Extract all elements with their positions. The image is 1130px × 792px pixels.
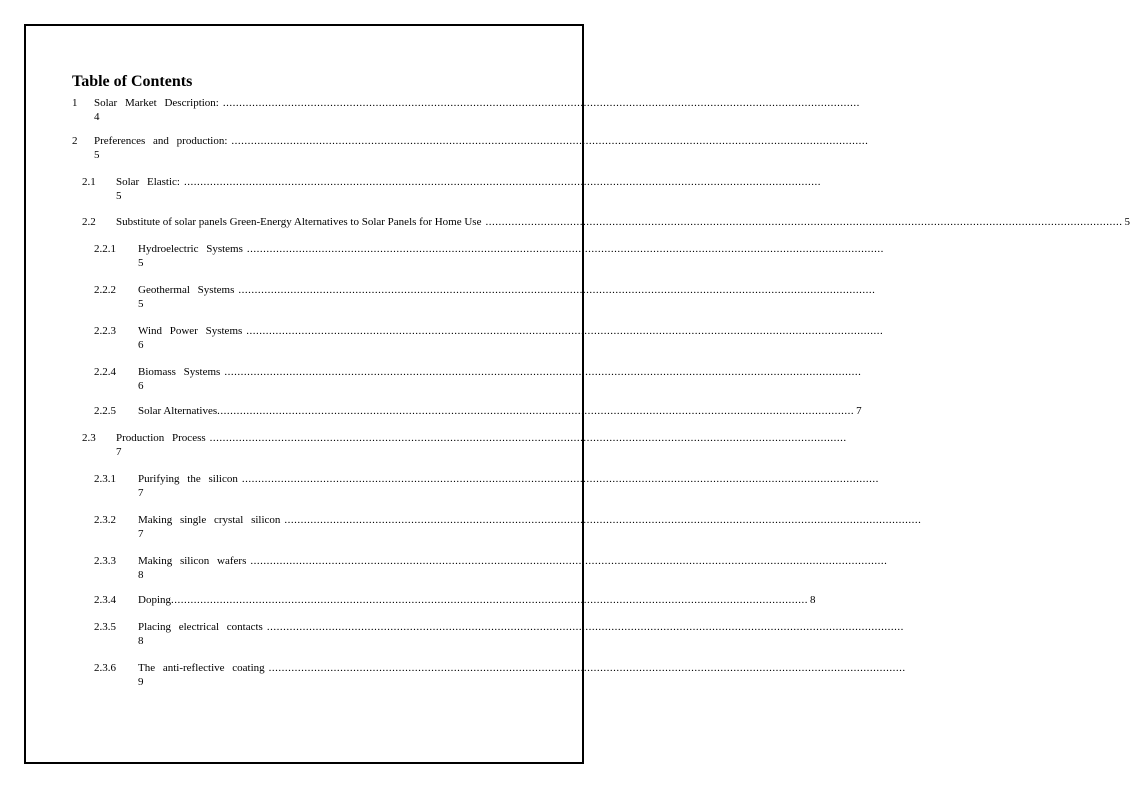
toc-leader-dots: .................................................................................................................................................................................................... [241,473,879,485]
toc-entry-page: 6 [138,380,144,392]
toc-leader-dots: .................................................................................................................................................................................................... [246,243,884,255]
toc-entry-number: 2 [72,135,78,147]
toc-entry[interactable] [94,593,816,607]
toc-entry[interactable] [94,472,879,500]
toc-leader-dots: .................................................................................................................................................................................................... [183,176,821,188]
toc-entry-number: 2.2.1 [94,243,116,255]
toc-entry[interactable] [94,661,906,689]
toc-entry-number: 2.2.3 [94,325,116,337]
toc-entry-number: 2.2 [82,216,96,228]
toc-leader-dots: .................................................................................................................................................................................................... [217,405,855,417]
toc-entry-page: 8 [810,594,816,606]
toc-entry-title: Solar Market Description: [94,97,219,109]
toc-entry-page: 7 [116,446,122,458]
toc-entry[interactable] [94,283,876,311]
toc-entry-title: Solar Alternatives [138,405,218,417]
toc-leader-dots: .................................................................................................................................................................................................... [238,284,876,296]
toc-entry-title: Preferences and production: [94,135,228,147]
toc-entry[interactable] [82,175,821,203]
toc-leader-dots: .................................................................................................................................................................................................... [268,662,906,674]
toc-entry-page: 6 [138,339,144,351]
toc-entry[interactable] [72,134,869,162]
toc-entry-page: 7 [856,405,862,417]
toc-entry-page: 7 [138,528,144,540]
toc-entry[interactable] [82,215,1130,229]
toc-entry[interactable] [72,96,860,124]
toc-entry-page: 5 [138,298,144,310]
toc-leader-dots: .................................................................................................................................................................................................... [231,135,869,147]
toc-entry-title: Wind Power Systems [138,325,243,337]
toc-entry-page: 9 [138,676,144,688]
toc-entry[interactable] [94,554,888,582]
toc-entry-title: Making silicon wafers [138,555,247,567]
toc-entry-number: 2.3.2 [94,514,116,526]
toc-entry-number: 2.3 [82,432,96,444]
toc-leader-dots: .................................................................................................................................................................................................... [485,216,1123,228]
toc-entry-title: Production Process [116,432,206,444]
toc-entry-title: Geothermal Systems [138,284,235,296]
toc-entry-page: 5 [138,257,144,269]
toc-entry[interactable] [94,324,884,352]
toc-entry-page: 5 [94,149,100,161]
toc-leader-dots: .................................................................................................................................................................................................... [266,621,904,633]
toc-leader-dots: .................................................................................................................................................................................................... [222,97,860,109]
toc-entry-page: 5 [116,190,122,202]
toc-entry-page: 8 [138,635,144,647]
toc-entry-page: 4 [94,111,100,123]
toc-entry-number: 2.3.3 [94,555,116,567]
toc-entry[interactable] [94,513,922,541]
toc-leader-dots: .................................................................................................................................................................................................... [224,366,862,378]
toc-entry-number: 2.3.1 [94,473,116,485]
toc-entry[interactable] [94,242,884,270]
toc-entry-number: 2.3.6 [94,662,116,674]
toc-entry[interactable] [82,431,847,459]
toc-entry-number: 2.3.5 [94,621,116,633]
toc-leader-dots: .................................................................................................................................................................................................... [250,555,888,567]
toc-entry-title: The anti-reflective coating [138,662,265,674]
toc-entry-title: Substitute of solar panels Green-Energy Alternatives to Solar Panels for Home Use [116,216,482,228]
toc-entry-title: Placing electrical contacts [138,621,263,633]
toc-entry-number: 1 [72,97,78,109]
toc-entry-title: Purifying the silicon [138,473,238,485]
toc-entry[interactable] [94,404,862,418]
toc-heading: Table of Contents [72,73,193,90]
toc-entry-title: Making single crystal silicon [138,514,281,526]
toc-entry[interactable] [94,365,862,393]
toc-entry-page: 7 [138,487,144,499]
toc-entry-title: Solar Elastic: [116,176,180,188]
toc-entry-page: 8 [138,569,144,581]
toc-leader-dots: .................................................................................................................................................................................................... [209,432,847,444]
toc-entry-title: Hydroelectric Systems [138,243,243,255]
toc-entry-title: Biomass Systems [138,366,221,378]
toc-entry[interactable] [94,620,904,648]
toc-entry-number: 2.2.4 [94,366,116,378]
toc-leader-dots: .................................................................................................................................................................................................... [246,325,884,337]
toc-leader-dots: .................................................................................................................................................................................................... [284,514,922,526]
toc-leader-dots: .................................................................................................................................................................................................... [171,594,808,606]
toc-entry-page: 5 [1124,216,1130,228]
toc-entry-number: 2.2.5 [94,405,116,417]
toc-entry-title: Doping [138,594,171,606]
toc-entry-number: 2.3.4 [94,594,116,606]
document-page [24,24,1130,764]
toc-entry-number: 2.2.2 [94,284,116,296]
toc-entry-number: 2.1 [82,176,96,188]
